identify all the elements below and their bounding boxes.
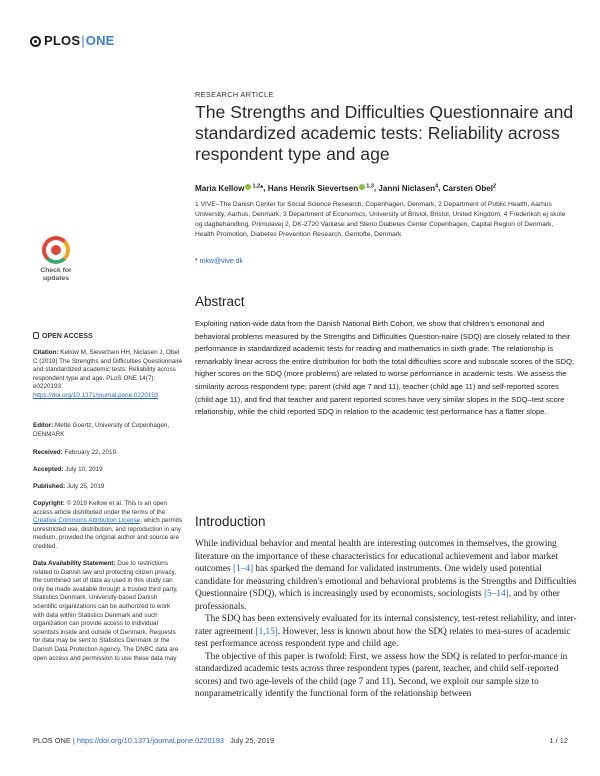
plos-gear-icon xyxy=(30,36,41,47)
check-for-updates-badge[interactable] xyxy=(33,236,79,292)
accepted-block: Accepted: July 10, 2019 xyxy=(33,466,103,473)
ref-link[interactable]: [1,15] xyxy=(255,626,278,637)
intro-paragraph-2: The SDQ has been extensively evaluated for its internal consistency, test-retest reliability, and inter-rater agreement [1,15]. However, less is known about how the SDQ relates to mea-sures of academic test performance across respondent type and child age. xyxy=(195,614,577,649)
abstract-heading: Abstract xyxy=(195,294,245,309)
orcid-icon[interactable] xyxy=(359,184,365,190)
plos-one-logo xyxy=(30,33,115,48)
intro-paragraph-1: While individual behavior and mental health are interesting outcomes in themselves, the growing literature on the importance of these characteristics for educational achievement and labor market outcomes [1–4] has sparked the demand for validated instruments. One widely used potential candidate for measuring children's emotional and behavioral problems is the Strengths and Difficulties Questionnaire (SDQ), which is increasingly used by economists, sociologists [5–14], and by other professionals. xyxy=(195,539,577,612)
author-4[interactable]: Carsten Obel$^2$ xyxy=(442,183,497,193)
footer-date: July 25, 2019 xyxy=(230,736,275,745)
introduction-text xyxy=(195,538,577,701)
page-number: 1 / 12 xyxy=(549,736,568,745)
copyright-block: Copyright: © 2019 Kellow et al. This is an open access article distributed under the terms of the Creative Commons Attribution License, which permits unrestricted use, distribution, and reproduction in any medium, provided the original author and source are credited. xyxy=(33,500,183,550)
open-lock-icon xyxy=(33,332,39,339)
article-title: The Strengths and Difficulties Questionnaire and standardized academic tests: Reliability across respondent type and age xyxy=(195,102,574,164)
ref-link[interactable]: [5–14] xyxy=(483,589,509,599)
intro-paragraph-3: The objective of this paper is twofold: First, we assess how the SDQ is related to perfor-mance in standardized academic tests across three respondent types (parent, teacher, and child self-reported scores) and two age-levels of the child (age 7 and 11). Second, we exploit our sample size to nonparametrically identify the functional form of the relationship between xyxy=(195,651,568,699)
received-block: Received: February 22, 2019 xyxy=(33,449,116,456)
cc-license-link[interactable]: Creative Commons Attribution License xyxy=(33,517,141,525)
footer-doi-link[interactable]: https://doi.org/10.1371/journal.pone.0220193 xyxy=(76,736,224,745)
abstract-text: Exploiting nation-wide data from the Danish National Birth Cohort, we show that children's emotional and behavioral problems measured by the Strengths and Difficulties Question-naire (SDQ) are closely related to their performance in standardized academic tests for reading and mathematics in sixth grade. The relationship is remarkably linear across the entire distribution for both the total difficulties score and subscale scores of the SDQ; higher scores on the SDQ (more problems) are related to worse performance in academic tests. We assess the similarity across respondent type; parent (child age 7 and 11), teacher (child age 11) and self-reported scores (child age 11), and find that teacher and parent reported scores have very similar slopes in the SDQ–test score relationship, while the child reported SDQ in relation to the academic test performance has a flatter slope. xyxy=(195,319,575,417)
editor-block: Editor: Mette Goertz, University of Copenhagen, DENMARK xyxy=(33,422,170,438)
footer-journal: PLOS ONE xyxy=(33,736,71,745)
badge-line-1: Check for xyxy=(40,267,72,274)
introduction-heading: Introduction xyxy=(195,514,266,529)
logo-plos-text: PLOS xyxy=(44,33,81,48)
published-block: Published: July 25, 2019 xyxy=(33,483,105,490)
email-link[interactable]: mkw@vive.dk xyxy=(199,258,243,265)
citation-block: Citation: Kellow M, Sievertsen HH, Niclasen J, Obel C (2019) The Strengths and Difficulties Questionnaire and standardized academic tests: Reliability across respondent type and age. PLoS ONE 14(7): e0220193. https://doi.org/10.1371/journal.pone.0220193 xyxy=(33,349,183,399)
author-2[interactable]: Hans Henrik Sievertsen $^{1,3}$ xyxy=(267,183,374,193)
ref-link[interactable]: [1–4] xyxy=(232,564,254,574)
page-footer: PLOS ONE | https://doi.org/10.1371/journal.pone.0220193 July 25, 2019 1 / 12 xyxy=(33,736,568,745)
author-3[interactable]: Janni Niclasen$^4$ xyxy=(378,183,439,193)
logo-one-text: ONE xyxy=(85,33,115,48)
crossmark-icon xyxy=(42,236,70,264)
affiliations: 1 VIVE–The Danish Center for Social Science Research, Copenhagen, Denmark, 2 Department of Public Health, Aarhus University, Aarhus, Denmark, 3 Department of Economics, University of Bristol, Bristol, United Kingdom, 4 Frederiksh ej skole og dagbehandling, Primulavej 2, DK-2720 Vanløse and Steno Diabetes Center Copenhagen, Capital Region of Denmark, Health Promotion, Diabetes Prevention Research, Gentofte, Denmark xyxy=(195,201,566,238)
article-type: RESEARCH ARTICLE xyxy=(195,90,274,99)
author-1[interactable]: Maria Kellow $^{1,2}$* xyxy=(195,183,264,193)
corresponding-email: * mkw@vive.dk xyxy=(195,258,243,265)
open-access-label: OPEN ACCESS xyxy=(33,332,93,340)
data-availability-block: Data Availability Statement: Due to restrictions related to Danish law and protecting citizen privacy, the combined set of data as used in this study can only be made available through a trusted third party, Statistics Denmark. University-based Danish scientific organizations can be authorized to work with data within Statistics Denmark and such organization can provide access to individual scientists inside and outside of Denmark. Requests for data may be sent to Statistics Denmark or the Danish Data Protection Agency. The DNBC data are open access and permission to use these data may xyxy=(33,560,179,662)
author-list: Maria Kellow $^{1,2}$*, Hans Henrik Sievertsen $^{1,3}$, Janni Niclasen$^4$, Carsten Obel$^2$ xyxy=(195,183,497,193)
orcid-icon[interactable] xyxy=(245,184,251,190)
badge-line-2: updates xyxy=(42,275,70,282)
logo-separator: | xyxy=(81,33,85,48)
citation-doi-link[interactable]: https://doi.org/10.1371/journal.pone.0220193 xyxy=(33,391,159,399)
